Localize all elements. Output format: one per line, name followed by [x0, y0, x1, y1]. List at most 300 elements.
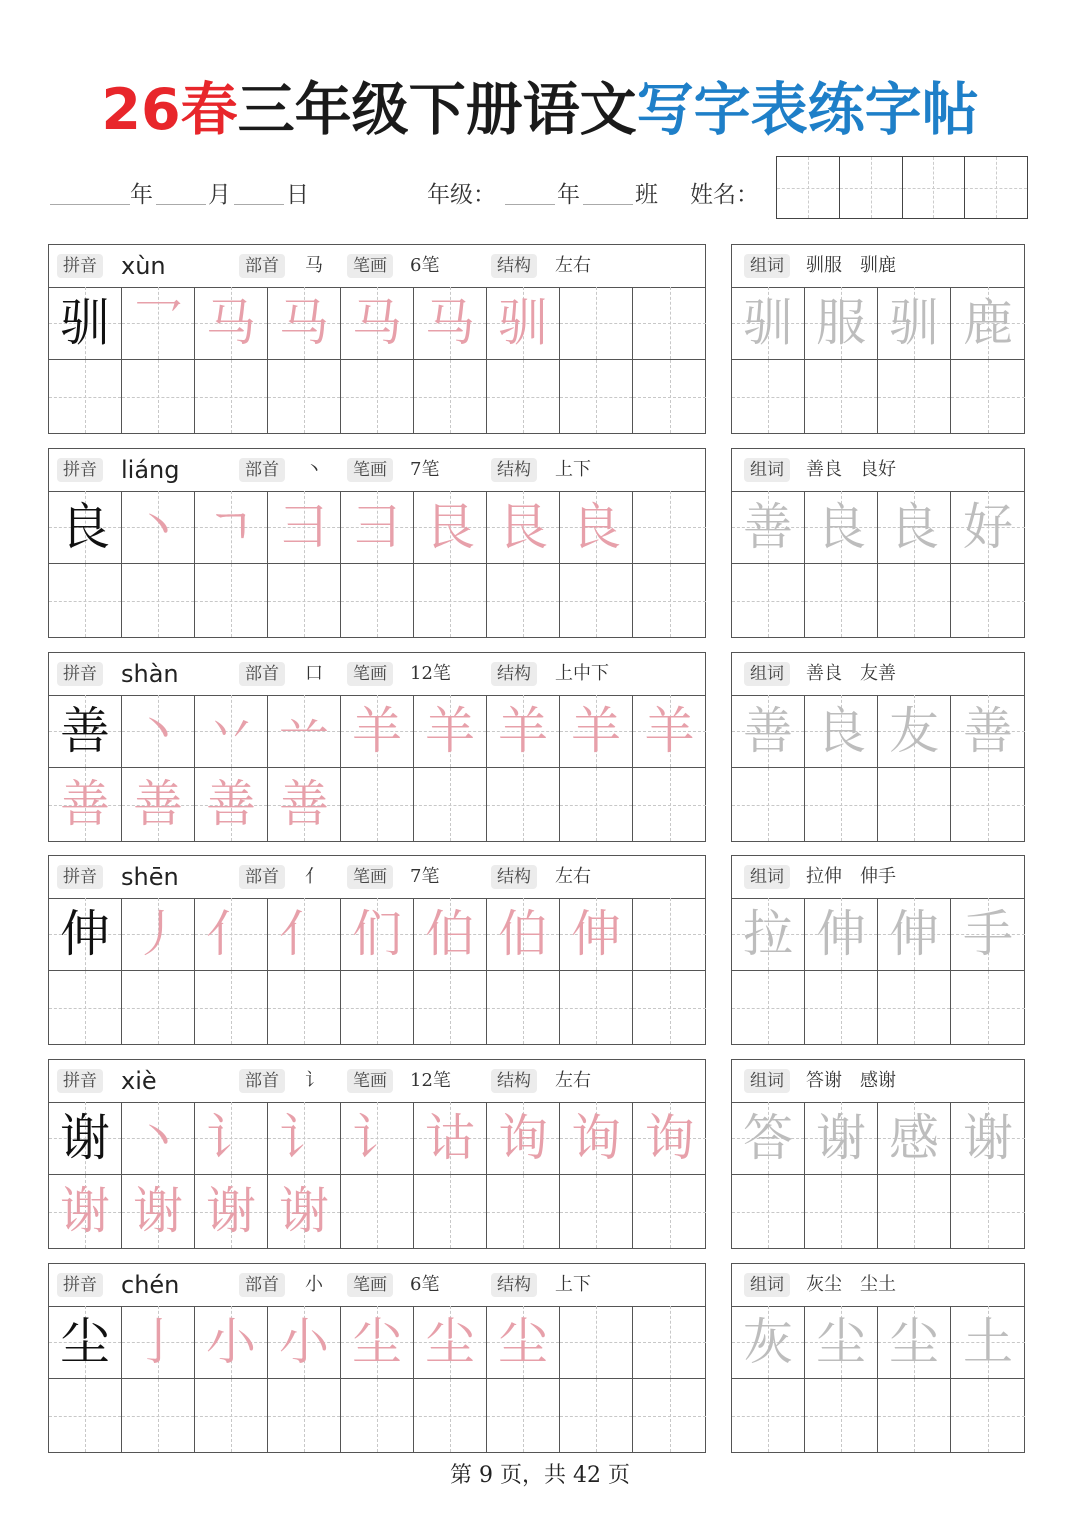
writing-cell[interactable]	[341, 491, 414, 564]
writing-cell[interactable]	[414, 971, 487, 1044]
writing-cell[interactable]	[49, 898, 122, 971]
model-character: 良	[60, 498, 110, 556]
name-grid[interactable]	[776, 156, 1028, 219]
radical-label: 部首	[239, 662, 285, 686]
stroke-order-step: 亅	[133, 1313, 183, 1371]
word-writing-cell[interactable]	[732, 768, 805, 841]
name-cell[interactable]	[777, 157, 840, 218]
stroke-order-step: 艮	[425, 498, 475, 556]
page-title	[0, 70, 1080, 150]
word-writing-cell[interactable]	[878, 768, 951, 841]
char-info-header	[49, 1060, 705, 1103]
structure-value: 左右	[555, 1070, 591, 1091]
word-writing-cell[interactable]	[951, 360, 1025, 433]
title-part-3: 写字表练字帖	[636, 77, 979, 143]
words-value: 善良 友善	[806, 663, 896, 684]
stroke-order-step: 小	[279, 1313, 329, 1371]
year-label: 年	[130, 182, 153, 208]
writing-cell[interactable]	[487, 768, 560, 841]
year-blank[interactable]	[50, 204, 130, 205]
word-trace-character: 土	[963, 1313, 1013, 1371]
writing-cell[interactable]	[487, 695, 560, 768]
name-cell[interactable]	[965, 157, 1027, 218]
word-writing-cell[interactable]	[951, 1175, 1025, 1248]
writing-cell[interactable]	[268, 695, 341, 768]
writing-cell[interactable]	[268, 491, 341, 564]
word-writing-cell[interactable]	[732, 695, 805, 768]
stroke-order-step: 驯	[498, 294, 548, 352]
writing-cell[interactable]	[487, 360, 560, 433]
writing-cell[interactable]	[268, 287, 341, 360]
writing-cell[interactable]	[414, 360, 487, 433]
class-label: 班	[635, 182, 658, 208]
writing-cell[interactable]	[49, 1306, 122, 1379]
writing-cell[interactable]	[633, 1306, 706, 1379]
char-practice-block	[48, 855, 706, 1045]
word-writing-cell[interactable]	[805, 360, 878, 433]
writing-cell[interactable]	[341, 971, 414, 1044]
day-blank[interactable]	[234, 204, 284, 205]
word-writing-cell[interactable]	[732, 1102, 805, 1175]
structure-label: 结构	[491, 662, 537, 686]
pinyin-label: 拼音	[57, 1273, 103, 1297]
radical-value: 小	[305, 1274, 323, 1295]
stroke-order-step: 善	[60, 775, 110, 833]
word-trace-character: 灰	[743, 1313, 793, 1371]
strokes-value: 6笔	[410, 255, 440, 276]
writing-cell[interactable]	[560, 360, 633, 433]
word-practice-block	[731, 1263, 1025, 1453]
writing-cell[interactable]	[414, 898, 487, 971]
pinyin-value: shàn	[121, 660, 179, 688]
word-writing-cell[interactable]	[878, 971, 951, 1044]
writing-cell[interactable]	[560, 1175, 633, 1248]
writing-cell[interactable]	[268, 898, 341, 971]
structure-label: 结构	[491, 1069, 537, 1093]
writing-cell[interactable]	[49, 564, 122, 637]
month-blank[interactable]	[156, 204, 206, 205]
word-writing-cell[interactable]	[732, 360, 805, 433]
writing-cell[interactable]	[195, 564, 268, 637]
word-writing-cell[interactable]	[951, 564, 1025, 637]
writing-cell[interactable]	[122, 1102, 195, 1175]
writing-cell[interactable]	[122, 360, 195, 433]
writing-cell[interactable]	[341, 1306, 414, 1379]
char-practice-block	[48, 244, 706, 434]
word-writing-cell[interactable]	[805, 1306, 878, 1379]
radical-value: 马	[305, 255, 323, 276]
stroke-order-step: 谢	[60, 1182, 110, 1240]
writing-cell[interactable]	[49, 768, 122, 841]
writing-cell[interactable]	[268, 1379, 341, 1452]
writing-cell[interactable]	[633, 1175, 706, 1248]
word-writing-cell[interactable]	[805, 287, 878, 360]
writing-cell[interactable]	[341, 564, 414, 637]
writing-cell[interactable]	[633, 564, 706, 637]
word-writing-cell[interactable]	[732, 1175, 805, 1248]
strokes-label: 笔画	[347, 458, 393, 482]
writing-cell[interactable]	[487, 971, 560, 1044]
words-label: 组词	[744, 865, 790, 889]
strokes-label: 笔画	[347, 1273, 393, 1297]
writing-cell[interactable]	[122, 1175, 195, 1248]
writing-cell[interactable]	[341, 1379, 414, 1452]
word-writing-cell[interactable]	[805, 491, 878, 564]
writing-cell[interactable]	[560, 287, 633, 360]
writing-cell[interactable]	[268, 1175, 341, 1248]
writing-cell[interactable]	[122, 287, 195, 360]
writing-cell[interactable]	[195, 695, 268, 768]
writing-cell[interactable]	[341, 695, 414, 768]
stroke-order-step: 询	[571, 1109, 621, 1167]
writing-cell[interactable]	[633, 1379, 706, 1452]
stroke-order-step: 讠	[206, 1109, 256, 1167]
word-writing-cell[interactable]	[732, 287, 805, 360]
writing-cell[interactable]	[487, 1379, 560, 1452]
name-cell[interactable]	[903, 157, 966, 218]
word-writing-cell[interactable]	[951, 695, 1025, 768]
word-writing-cell[interactable]	[878, 1306, 951, 1379]
radical-value: 丶	[305, 459, 323, 480]
word-trace-character: 驯	[743, 294, 793, 352]
writing-cell[interactable]	[122, 1379, 195, 1452]
word-trace-character: 服	[816, 294, 866, 352]
writing-cell[interactable]	[633, 287, 706, 360]
word-header	[732, 653, 1024, 696]
writing-cell[interactable]	[633, 898, 706, 971]
writing-cell[interactable]	[49, 1175, 122, 1248]
strokes-value: 7笔	[410, 866, 440, 887]
word-trace-character: 驯	[889, 294, 939, 352]
writing-cell[interactable]	[633, 971, 706, 1044]
radical-label: 部首	[239, 254, 285, 278]
word-writing-cell[interactable]	[878, 491, 951, 564]
writing-cell[interactable]	[122, 898, 195, 971]
writing-cell[interactable]	[122, 695, 195, 768]
writing-cell[interactable]	[49, 971, 122, 1044]
char-practice-block	[48, 1059, 706, 1249]
word-header	[732, 1264, 1024, 1307]
writing-cell[interactable]	[414, 768, 487, 841]
word-writing-cell[interactable]	[878, 564, 951, 637]
stroke-order-step: 伸	[571, 905, 621, 963]
writing-cell[interactable]	[195, 1306, 268, 1379]
stroke-order-step: 丶	[133, 498, 183, 556]
stroke-order-step: 谢	[279, 1182, 329, 1240]
stroke-order-step: 善	[206, 775, 256, 833]
page-footer: 第 9 页，共 42 页	[450, 1463, 630, 1488]
writing-cell[interactable]	[122, 491, 195, 564]
strokes-value: 12笔	[410, 1070, 451, 1091]
writing-cell[interactable]	[195, 287, 268, 360]
writing-cell[interactable]	[49, 360, 122, 433]
writing-cell[interactable]	[560, 1102, 633, 1175]
stroke-order-step: 谢	[206, 1182, 256, 1240]
writing-cell[interactable]	[414, 491, 487, 564]
pinyin-label: 拼音	[57, 1069, 103, 1093]
word-practice-block	[731, 448, 1025, 638]
writing-cell[interactable]	[268, 564, 341, 637]
model-character: 尘	[60, 1313, 110, 1371]
writing-cell[interactable]	[560, 898, 633, 971]
radical-value: 口	[305, 663, 323, 684]
word-writing-cell[interactable]	[878, 287, 951, 360]
stroke-order-step: 羊	[352, 702, 402, 760]
stroke-order-step: 羊	[571, 702, 621, 760]
word-trace-character: 感	[889, 1109, 939, 1167]
stroke-order-step: 马	[206, 294, 256, 352]
writing-cell[interactable]	[414, 564, 487, 637]
structure-value: 上下	[555, 459, 591, 480]
model-character: 伸	[60, 905, 110, 963]
structure-label: 结构	[491, 1273, 537, 1297]
month-label: 月	[208, 182, 231, 208]
writing-cell[interactable]	[49, 695, 122, 768]
word-writing-cell[interactable]	[878, 1175, 951, 1248]
word-writing-cell[interactable]	[878, 1102, 951, 1175]
char-practice-block	[48, 1263, 706, 1453]
writing-cell[interactable]	[122, 1306, 195, 1379]
writing-cell[interactable]	[487, 491, 560, 564]
structure-value: 左右	[555, 255, 591, 276]
stroke-order-step: 善	[133, 775, 183, 833]
strokes-label: 笔画	[347, 1069, 393, 1093]
writing-cell[interactable]	[195, 1379, 268, 1452]
word-trace-character: 答	[743, 1109, 793, 1167]
writing-cell[interactable]	[195, 898, 268, 971]
word-header	[732, 856, 1024, 899]
word-writing-cell[interactable]	[805, 971, 878, 1044]
radical-value: 讠	[305, 1070, 323, 1091]
strokes-value: 6笔	[410, 1274, 440, 1295]
writing-cell[interactable]	[487, 1306, 560, 1379]
word-writing-cell[interactable]	[878, 898, 951, 971]
day-label: 日	[286, 182, 309, 208]
writing-cell[interactable]	[49, 1379, 122, 1452]
char-info-header	[49, 245, 705, 288]
word-writing-cell[interactable]	[732, 971, 805, 1044]
pinyin-value: shēn	[121, 863, 179, 891]
word-writing-cell[interactable]	[878, 360, 951, 433]
radical-label: 部首	[239, 1069, 285, 1093]
writing-cell[interactable]	[560, 695, 633, 768]
word-writing-cell[interactable]	[951, 1379, 1025, 1452]
writing-cell[interactable]	[49, 287, 122, 360]
writing-cell[interactable]	[633, 360, 706, 433]
word-writing-cell[interactable]	[951, 768, 1025, 841]
pinyin-value: xiè	[121, 1067, 157, 1095]
writing-cell[interactable]	[49, 491, 122, 564]
word-header	[732, 245, 1024, 288]
writing-cell[interactable]	[341, 1175, 414, 1248]
words-value: 驯服 驯鹿	[806, 255, 896, 276]
writing-cell[interactable]	[414, 287, 487, 360]
stroke-order-step: 丶	[133, 1109, 183, 1167]
writing-cell[interactable]	[487, 1102, 560, 1175]
writing-cell[interactable]	[195, 491, 268, 564]
stroke-order-step: 彐	[279, 498, 329, 556]
word-writing-cell[interactable]	[805, 1379, 878, 1452]
writing-cell[interactable]	[268, 768, 341, 841]
writing-cell[interactable]	[487, 1175, 560, 1248]
word-writing-cell[interactable]	[805, 564, 878, 637]
word-writing-cell[interactable]	[805, 768, 878, 841]
char-info-header	[49, 1264, 705, 1307]
stroke-order-step: 们	[352, 905, 402, 963]
writing-cell[interactable]	[268, 971, 341, 1044]
writing-cell[interactable]	[195, 1175, 268, 1248]
stroke-order-step: 诂	[425, 1109, 475, 1167]
writing-cell[interactable]	[560, 491, 633, 564]
writing-cell[interactable]	[633, 695, 706, 768]
writing-cell[interactable]	[560, 768, 633, 841]
writing-cell[interactable]	[560, 564, 633, 637]
stroke-order-step: 小	[206, 1313, 256, 1371]
stroke-order-step: 尘	[425, 1313, 475, 1371]
writing-cell[interactable]	[341, 898, 414, 971]
writing-cell[interactable]	[487, 898, 560, 971]
writing-cell[interactable]	[633, 768, 706, 841]
word-writing-cell[interactable]	[732, 564, 805, 637]
stroke-order-step: 善	[279, 775, 329, 833]
writing-cell[interactable]	[560, 1379, 633, 1452]
writing-cell[interactable]	[195, 971, 268, 1044]
word-writing-cell[interactable]	[732, 491, 805, 564]
grade-blank[interactable]	[505, 204, 555, 205]
word-writing-cell[interactable]	[805, 695, 878, 768]
writing-cell[interactable]	[195, 768, 268, 841]
writing-cell[interactable]	[341, 768, 414, 841]
word-writing-cell[interactable]	[805, 1102, 878, 1175]
writing-cell[interactable]	[341, 1102, 414, 1175]
stroke-order-step: ㄱ	[206, 498, 256, 556]
word-practice-block	[731, 652, 1025, 842]
word-writing-cell[interactable]	[805, 898, 878, 971]
structure-label: 结构	[491, 254, 537, 278]
class-blank[interactable]	[583, 204, 633, 205]
word-trace-character: 好	[963, 498, 1013, 556]
writing-cell[interactable]	[122, 971, 195, 1044]
word-writing-cell[interactable]	[951, 971, 1025, 1044]
writing-cell[interactable]	[414, 695, 487, 768]
pinyin-label: 拼音	[57, 254, 103, 278]
grade-label: 年级：	[427, 182, 496, 208]
stroke-order-step: 马	[279, 294, 329, 352]
words-value: 灰尘 尘土	[806, 1274, 896, 1295]
writing-cell[interactable]	[268, 1102, 341, 1175]
word-trace-character: 手	[963, 905, 1013, 963]
writing-cell[interactable]	[560, 971, 633, 1044]
stroke-order-step: 尘	[352, 1313, 402, 1371]
writing-cell[interactable]	[414, 1306, 487, 1379]
pinyin-value: chén	[121, 1271, 180, 1299]
words-label: 组词	[744, 254, 790, 278]
writing-cell[interactable]	[487, 287, 560, 360]
writing-cell[interactable]	[268, 1306, 341, 1379]
writing-cell[interactable]	[341, 287, 414, 360]
writing-cell[interactable]	[633, 491, 706, 564]
stroke-order-step: 亻	[279, 905, 329, 963]
word-trace-character: 尘	[889, 1313, 939, 1371]
writing-cell[interactable]	[195, 1102, 268, 1175]
word-writing-cell[interactable]	[951, 491, 1025, 564]
writing-cell[interactable]	[49, 1102, 122, 1175]
stroke-order-step: 尘	[498, 1313, 548, 1371]
word-trace-character: 鹿	[963, 294, 1013, 352]
char-info-header	[49, 449, 705, 492]
word-trace-character: 友	[889, 702, 939, 760]
title-part-2: 三年级下册语文	[237, 77, 637, 143]
word-trace-character: 尘	[816, 1313, 866, 1371]
pinyin-label: 拼音	[57, 865, 103, 889]
word-practice-block	[731, 1059, 1025, 1249]
radical-label: 部首	[239, 1273, 285, 1297]
word-practice-block	[731, 244, 1025, 434]
writing-cell[interactable]	[560, 1306, 633, 1379]
structure-value: 上中下	[555, 663, 609, 684]
word-writing-cell[interactable]	[805, 1175, 878, 1248]
word-writing-cell[interactable]	[732, 1379, 805, 1452]
word-trace-character: 拉	[743, 905, 793, 963]
grade-year-label: 年	[557, 182, 580, 208]
stroke-order-step: 讠	[352, 1109, 402, 1167]
pinyin-value: xùn	[121, 252, 166, 280]
writing-cell[interactable]	[122, 768, 195, 841]
char-info-header	[49, 856, 705, 899]
writing-cell[interactable]	[122, 564, 195, 637]
writing-cell[interactable]	[414, 1102, 487, 1175]
writing-cell[interactable]	[341, 360, 414, 433]
stroke-order-step: 彐	[352, 498, 402, 556]
char-info-header	[49, 653, 705, 696]
words-value: 答谢 感谢	[806, 1070, 896, 1091]
word-header	[732, 1060, 1024, 1103]
stroke-order-step: 乛	[133, 294, 183, 352]
word-writing-cell[interactable]	[951, 1306, 1025, 1379]
word-writing-cell[interactable]	[732, 898, 805, 971]
writing-cell[interactable]	[195, 360, 268, 433]
writing-cell[interactable]	[414, 1175, 487, 1248]
model-character: 驯	[60, 294, 110, 352]
structure-value: 左右	[555, 866, 591, 887]
word-writing-cell[interactable]	[951, 898, 1025, 971]
word-writing-cell[interactable]	[951, 1102, 1025, 1175]
structure-label: 结构	[491, 865, 537, 889]
word-writing-cell[interactable]	[878, 1379, 951, 1452]
writing-cell[interactable]	[633, 1102, 706, 1175]
stroke-order-step: 马	[425, 294, 475, 352]
radical-label: 部首	[239, 865, 285, 889]
radical-value: 亻	[305, 866, 323, 887]
writing-cell[interactable]	[268, 360, 341, 433]
word-header	[732, 449, 1024, 492]
word-trace-character: 良	[816, 702, 866, 760]
name-cell[interactable]	[840, 157, 903, 218]
words-label: 组词	[744, 1069, 790, 1093]
word-trace-character: 善	[743, 498, 793, 556]
stroke-order-step: 羊	[644, 702, 695, 760]
pinyin-value: liáng	[121, 456, 180, 484]
char-practice-block	[48, 652, 706, 842]
writing-cell[interactable]	[414, 1379, 487, 1452]
word-writing-cell[interactable]	[732, 1306, 805, 1379]
writing-cell[interactable]	[487, 564, 560, 637]
word-writing-cell[interactable]	[951, 287, 1025, 360]
words-value: 拉伸 伸手	[806, 866, 896, 887]
stroke-order-step: 亻	[206, 905, 256, 963]
stroke-order-step: 羊	[425, 702, 475, 760]
word-writing-cell[interactable]	[878, 695, 951, 768]
